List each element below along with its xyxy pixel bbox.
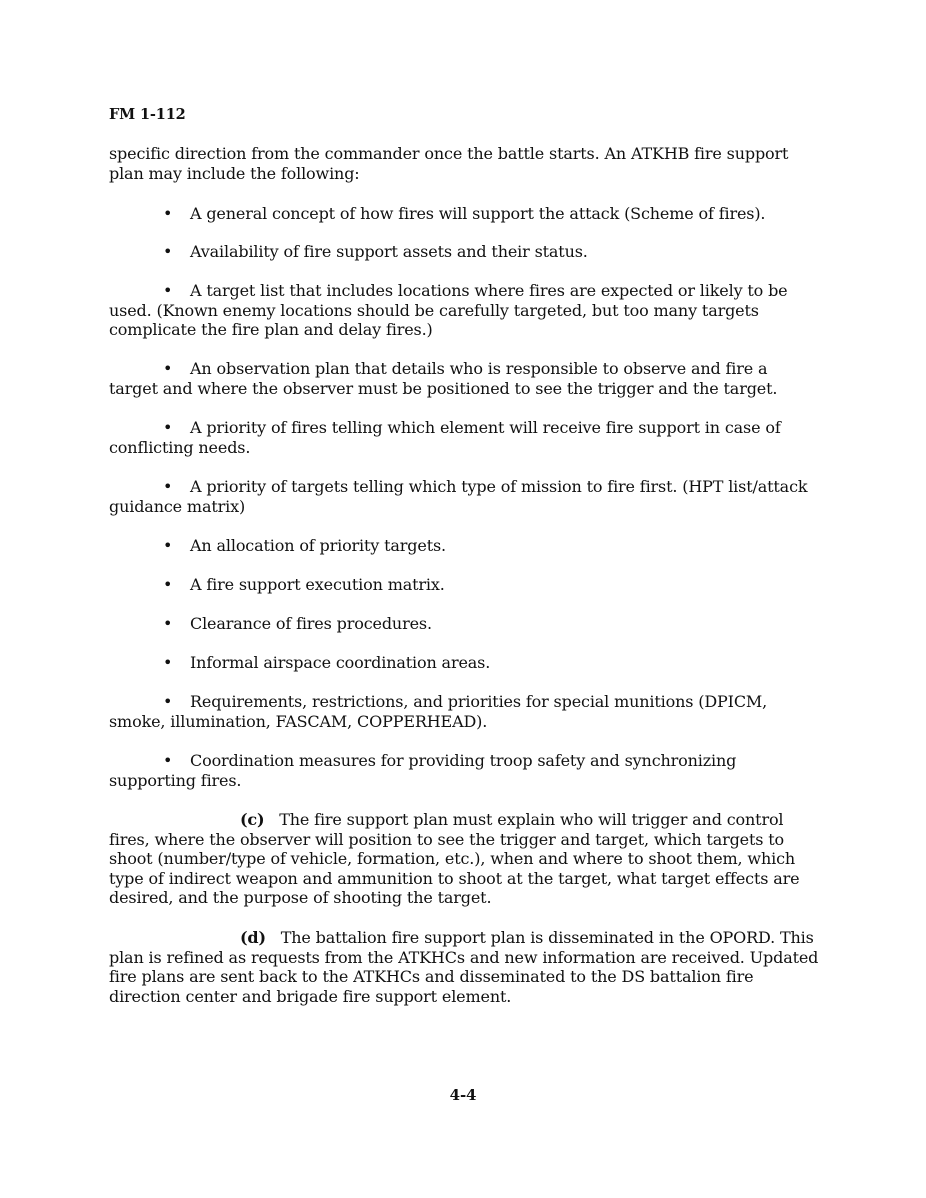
document-id-header: FM 1-112 xyxy=(109,106,186,123)
paragraph-d-label: (d) xyxy=(240,928,266,947)
bullet-item xyxy=(109,418,821,457)
bullet-item xyxy=(109,751,821,790)
bullet-icon: • xyxy=(163,751,173,770)
bullet-text: Informal airspace coordination areas. xyxy=(190,653,491,672)
bullet-icon: • xyxy=(163,281,173,300)
bullet-item xyxy=(163,536,446,556)
bullet-item xyxy=(109,281,821,340)
page-number: 4-4 xyxy=(449,1086,477,1104)
bullet-text: Coordination measures for providing troop safety and synchronizing supporting fires. xyxy=(109,751,737,790)
bullet-item xyxy=(109,359,821,398)
bullet-item xyxy=(163,575,445,595)
bullet-text: A general concept of how fires will support the attack (Scheme of fires). xyxy=(190,204,766,223)
bullet-text: A priority of fires telling which element will receive fire support in case of conflicting needs. xyxy=(109,418,781,457)
paragraph-c-label: (c) xyxy=(240,810,265,829)
intro-paragraph: specific direction from the commander once the battle starts. An ATKHB fire support plan may include the following: xyxy=(109,144,789,183)
bullet-icon: • xyxy=(163,536,173,555)
bullet-item xyxy=(109,692,821,731)
bullet-icon: • xyxy=(163,653,173,672)
bullet-icon: • xyxy=(163,692,173,711)
bullet-icon: • xyxy=(163,575,173,594)
bullet-text: A priority of targets telling which type of mission to fire first. (HPT list/attack guidance matrix) xyxy=(109,477,808,516)
bullet-text: Availability of fire support assets and their status. xyxy=(190,242,588,261)
paragraph-c-text: The fire support plan must explain who will trigger and control fires, where the observer will position to see the trigger and target, which targets to shoot (number/type of vehicle, formation, etc.), when and where to shoot them, which type of indirect weapon and ammunition to shoot at the target, what target effects are desired, and the purpose of shooting the target. xyxy=(109,810,800,907)
bullet-item xyxy=(109,477,821,516)
bullet-text: A fire support execution matrix. xyxy=(190,575,445,594)
paragraph-c xyxy=(109,810,821,908)
bullet-text: An observation plan that details who is responsible to observe and fire a target and where the observer must be positioned to see the trigger and the target. xyxy=(109,359,778,398)
bullet-item xyxy=(163,653,490,673)
paragraph-d xyxy=(109,928,821,1006)
bullet-icon: • xyxy=(163,477,173,496)
bullet-text: A target list that includes locations where fires are expected or likely to be used. (Known enemy locations should be carefully targeted, but too many targets complicate the fire plan and delay fires.) xyxy=(109,281,788,339)
bullet-text: An allocation of priority targets. xyxy=(190,536,446,555)
bullet-text: Clearance of fires procedures. xyxy=(190,614,432,633)
bullet-text: Requirements, restrictions, and priorities for special munitions (DPICM, smoke, illumination, FASCAM, COPPERHEAD). xyxy=(109,692,768,731)
bullet-icon: • xyxy=(163,359,173,378)
bullet-icon: • xyxy=(163,204,173,223)
bullet-item xyxy=(163,614,432,634)
bullet-icon: • xyxy=(163,614,173,633)
bullet-icon: • xyxy=(163,418,173,437)
bullet-item xyxy=(163,242,588,262)
paragraph-d-text: The battalion fire support plan is disseminated in the OPORD. This plan is refined as requests from the ATKHCs and new information are received. Updated fire plans are sent back to the ATKHCs and disseminated to the DS battalion fire direction center and brigade fire support element. xyxy=(109,928,819,1006)
bullet-icon: • xyxy=(163,242,173,261)
bullet-item xyxy=(163,204,765,224)
